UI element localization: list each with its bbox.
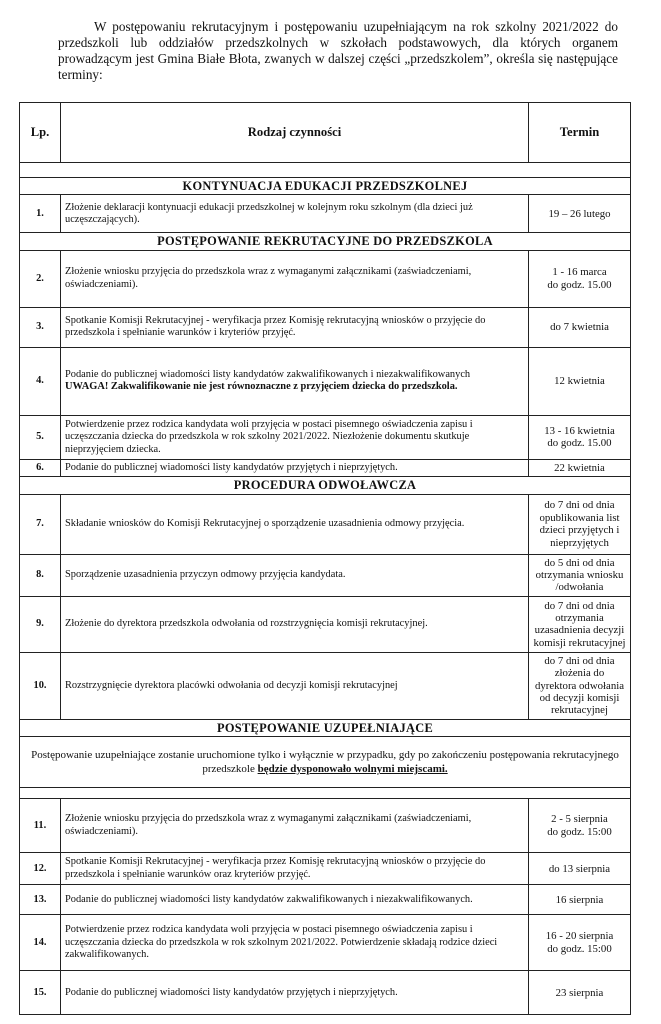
table-row — [20, 459, 631, 476]
row-number: 1. — [20, 195, 61, 233]
section-title-odwolawcza: PROCEDURA ODWOŁAWCZA — [20, 477, 631, 494]
term-date: 1 - 16 marca — [552, 266, 607, 279]
row-description: Podanie do publicznej wiadomości listy kandydatów przyjętych i nieprzyjętych. — [61, 459, 529, 476]
row-term: 12 kwietnia — [529, 347, 631, 415]
row-description: Składanie wniosków do Komisji Rekrutacyjnej o sporządzenie uzasadnienia odmowy przyjęcia. — [61, 494, 529, 554]
row-number: 10. — [20, 652, 61, 719]
section-row — [20, 477, 631, 494]
row-term: do 7 dni od dnia otrzymania uzasadnienia decyzji komisji rekrutacyjnej — [529, 596, 631, 652]
row-number: 13. — [20, 885, 61, 915]
row-term: 22 kwietnia — [529, 459, 631, 476]
row-description: Złożenie wniosku przyjęcia do przedszkola wraz z wymaganymi załącznikami (zaświadczeniami, oświadczeniami). — [61, 250, 529, 307]
row-number: 14. — [20, 915, 61, 971]
row-description: Spotkanie Komisji Rekrutacyjnej - weryfikacja przez Komisję rekrutacyjną wniosków o przyjęcie do przedszkola i spełnianie warunków i kryteriów przyjęć. — [61, 307, 529, 347]
table-row — [20, 347, 631, 415]
section-row — [20, 233, 631, 250]
supplementary-note — [20, 737, 631, 788]
row-term — [529, 415, 631, 459]
table-row — [20, 915, 631, 971]
table-row — [20, 885, 631, 915]
table-row — [20, 596, 631, 652]
row-description: Spotkanie Komisji Rekrutacyjnej - weryfikacja przez Komisję rekrutacyjną wniosków o przyjęcie do przedszkola i spełnianie warunków oraz kryteriów przyjęć. — [61, 853, 529, 885]
term-date: 13 - 16 kwietnia — [544, 424, 615, 437]
warning-text: UWAGA! Zakwalifikowanie nie jest równoznaczne z przyjęciem dziecka do przedszkola. — [65, 381, 458, 393]
section-title-uzupelniajace: POSTĘPOWANIE UZUPEŁNIAJĄCE — [20, 719, 631, 736]
table-row — [20, 415, 631, 459]
table-header-row — [20, 103, 631, 163]
schedule-table — [19, 102, 631, 1015]
term-time: do godz. 15.00 — [547, 437, 612, 450]
row-term — [529, 250, 631, 307]
table-row — [20, 971, 631, 1015]
table-row — [20, 652, 631, 719]
note-text: Postępowanie uzupełniające zostanie uruchomione tylko i wyłącznie w przypadku, gdy po zakończeniu postępowania rekrutacyjnego przedszkole — [31, 749, 619, 776]
row-term: do 13 sierpnia — [529, 853, 631, 885]
table-row — [20, 307, 631, 347]
term-time: do godz. 15:00 — [547, 942, 612, 955]
row-term — [529, 915, 631, 971]
row-number: 3. — [20, 307, 61, 347]
row-description: Potwierdzenie przez rodzica kandydata woli przyjęcia w postaci pisemnego oświadczenia zapisu i uczęszczania dziecka do przedszkola w rok szkolny 2021/2022. Niezłożenie dokumentu skutkuje nieprzyjęciem dziecka. — [61, 415, 529, 459]
row-term: do 5 dni od dnia otrzymania wniosku /odwołania — [529, 554, 631, 596]
row-term — [529, 799, 631, 853]
row-number: 15. — [20, 971, 61, 1015]
table-row — [20, 250, 631, 307]
header-termin: Termin — [529, 103, 631, 163]
section-row — [20, 178, 631, 195]
row-term: 19 – 26 lutego — [529, 195, 631, 233]
section-title-rekrutacja: POSTĘPOWANIE REKRUTACYJNE DO PRZEDSZKOLA — [20, 233, 631, 250]
gap-row — [20, 163, 631, 178]
row-term: do 7 dni od dnia opublikowania list dzieci przyjętych i nieprzyjętych — [529, 494, 631, 554]
note-row — [20, 737, 631, 788]
row-description: Podanie do publicznej wiadomości listy kandydatów przyjętych i nieprzyjętych. — [61, 971, 529, 1015]
row-number: 2. — [20, 250, 61, 307]
row-term: 16 sierpnia — [529, 885, 631, 915]
row-number: 9. — [20, 596, 61, 652]
term-time: do godz. 15.00 — [547, 278, 612, 291]
term-time: do godz. 15:00 — [547, 825, 612, 838]
table-row — [20, 799, 631, 853]
row-number: 11. — [20, 799, 61, 853]
row-number: 4. — [20, 347, 61, 415]
row-description: Złożenie deklaracji kontynuacji edukacji przedszkolnej w kolejnym roku szkolnym (dla dzieci już uczęszczających). — [61, 195, 529, 233]
header-lp: Lp. — [20, 103, 61, 163]
term-date: 2 - 5 sierpnia — [551, 813, 608, 826]
row-description: Złożenie do dyrektora przedszkola odwołania od rozstrzygnięcia komisji rekrutacyjnej. — [61, 596, 529, 652]
row-term: do 7 kwietnia — [529, 307, 631, 347]
table-row — [20, 494, 631, 554]
table-row — [20, 195, 631, 233]
section-row — [20, 719, 631, 736]
row-description — [61, 347, 529, 415]
row-term: 23 sierpnia — [529, 971, 631, 1015]
row-description: Złożenie wniosku przyjęcia do przedszkola wraz z wymaganymi załącznikami (zaświadczeniami, oświadczeniami). — [61, 799, 529, 853]
header-rodzaj: Rodzaj czynności — [61, 103, 529, 163]
row-description: Potwierdzenie przez rodzica kandydata woli przyjęcia w postaci pisemnego oświadczenia zapisu i uczęszczania dziecka do przedszkola w rok szkolnym 2021/2022. Potwierdzenie składają rodzice dzieci zakwalifikowanych. — [61, 915, 529, 971]
gap-row — [20, 788, 631, 799]
section-title-kontynuacja: KONTYNUACJA EDUKACJI PRZEDSZKOLNEJ — [20, 178, 631, 195]
row-number: 8. — [20, 554, 61, 596]
row-number: 12. — [20, 853, 61, 885]
intro-paragraph: W postępowaniu rekrutacyjnym i postępowaniu uzupełniającym na rok szkolny 2021/2022 do przedszkoli lub oddziałów przedszkolnych w szkołach podstawowych, dla których organem prowadzącym jest Gmina Białe Błota, zwanych w dalszej części „przedszkolem”, określa się następujące terminy: — [58, 19, 618, 83]
row-description: Sporządzenie uzasadnienia przyczyn odmowy przyjęcia kandydata. — [61, 554, 529, 596]
row-number: 7. — [20, 494, 61, 554]
note-emphasis: będzie dysponowało wolnymi miejscami. — [257, 763, 448, 776]
term-date: 16 - 20 sierpnia — [545, 930, 614, 943]
row-number: 5. — [20, 415, 61, 459]
row-number: 6. — [20, 459, 61, 476]
row-description: Podanie do publicznej wiadomości listy kandydatów zakwalifikowanych i niezakwalifikowanych. — [61, 885, 529, 915]
row-description: Rozstrzygnięcie dyrektora placówki odwołania od decyzji komisji rekrutacyjnej — [61, 652, 529, 719]
table-row — [20, 554, 631, 596]
row-term: do 7 dni od dnia złożenia do dyrektora odwołania od decyzji komisji rekrutacyjnej — [529, 652, 631, 719]
row-description-text: Podanie do publicznej wiadomości listy kandydatów zakwalifikowanych i niezakwalifikowanych — [65, 368, 471, 380]
table-row — [20, 853, 631, 885]
